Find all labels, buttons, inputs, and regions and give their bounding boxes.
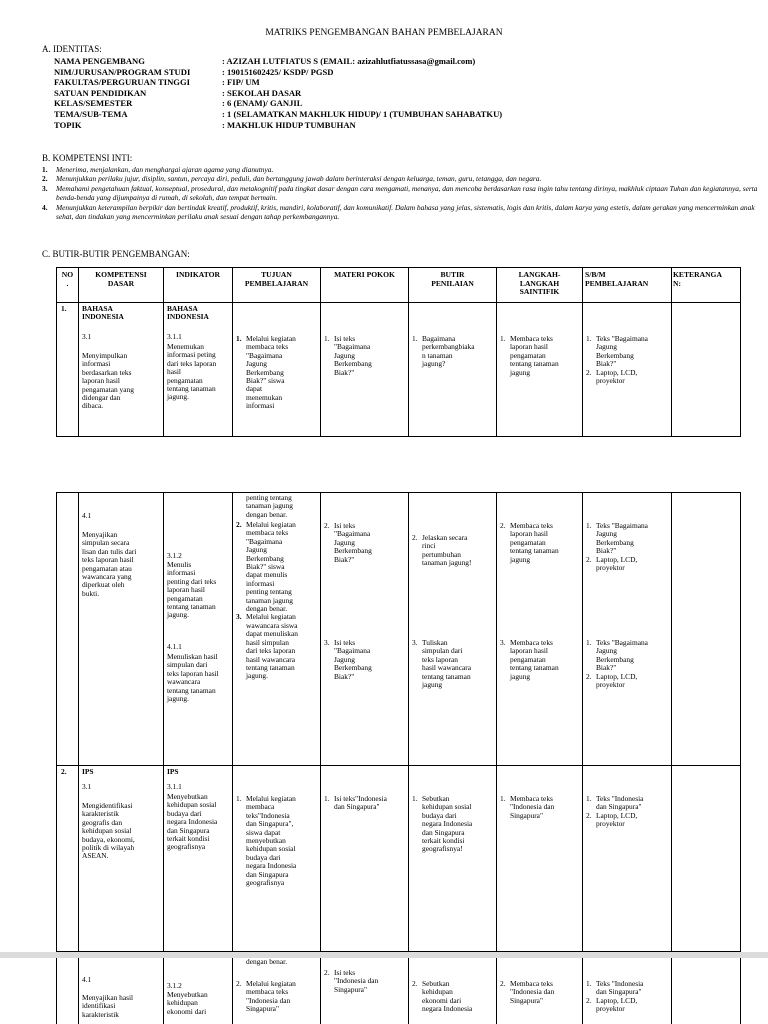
cell-list-item: 1. Isi teks"Indonesia dan Singapura": [324, 794, 387, 812]
header-butir-penilaian: BUTIR PENILAIAN: [431, 270, 474, 288]
identity-value: : FIP/ UM: [222, 77, 260, 88]
header-indikator: INDIKATOR: [175, 270, 221, 279]
row2-cont-ind-num: 3.1.2: [167, 981, 182, 990]
cell-list-item: 1. Isi teks "Bagaimana Jagung Berkembang Biak?": [324, 334, 372, 377]
row2-cont-kd-num: 4.1: [82, 975, 92, 984]
row1-cont-ind-a-text: Menulis informasi penting dari teks laporan hasil pengamatan tentang tanaman jagung.: [167, 560, 217, 620]
kompetensi-inti-list: [42, 165, 758, 221]
identity-value: : 6 (ENAM)/ GANJIL: [222, 98, 303, 109]
kompetensi-inti-item: 2. Menunjukkan perilaku jujur, disiplin, santun, percaya diri, peduli, dan bertanggung jawab dalam berinteraksi dengan keluarga, teman, guru, tetangga, dan negara.: [42, 174, 542, 184]
identity-value: : AZIZAH LUTFIATUS S (EMAIL: azizahlutfiatussasa@gmail.com): [222, 56, 476, 66]
cell-list-item: 1. Teks "Bagaimana Jagung Berkembang Biak?": [586, 334, 648, 369]
row2-cont-sbm: [586, 980, 670, 1014]
identity-table: [54, 56, 754, 136]
cell-list-item: 2. Laptop, LCD, proyektor: [586, 367, 638, 386]
cell-list-item: 2. Isi teks "Bagaimana Jagung Berkembang Biak?": [324, 521, 372, 564]
document-title: MATRIKS PENGEMBANGAN BAHAN PEMBELAJARAN: [265, 28, 503, 38]
cell-list-item: 2. Membaca teks laporan hasil pengamatan tentang tanaman jagung: [500, 521, 559, 564]
cell-list-item: 3. Isi teks "Bagaimana Jagung Berkembang Biak?": [324, 638, 372, 681]
row1-cont-sbm-a: [586, 522, 670, 572]
row1-cont-materi-3: [324, 639, 406, 681]
development-table-part-1: [56, 267, 741, 437]
row1-cont-materi-2: [324, 522, 406, 564]
development-table-part-2: [56, 492, 741, 952]
identity-label: KELAS/SEMESTER: [54, 98, 133, 109]
cell-list-item: 1. Bagaimana perkembangbiaka n tanaman jagung?: [412, 334, 475, 369]
cell-list-item: 2. Laptop, LCD, proyektor: [586, 671, 638, 690]
row1-sbm: [586, 335, 670, 385]
cell-list-item: 2. Laptop, LCD, proyektor: [586, 554, 638, 573]
row2-ind-num: 3.1.1: [167, 782, 182, 791]
cell-list-item: 1. Teks "Indonesia dan Singapura": [586, 979, 644, 997]
cell-list-item: 1. Teks "Bagaimana Jagung Berkembang Biak?": [586, 638, 648, 673]
document-page-1: [0, 0, 768, 447]
row2-materi: [324, 795, 406, 812]
header-kompetensi-dasar: KOMPETENSI DASAR: [95, 270, 147, 288]
identity-label: TEMA/SUB-TEMA: [54, 109, 128, 119]
row2-kd-subject: IPS: [82, 767, 94, 776]
cell-list-item: 1. Teks "Indonesia dan Singapura": [586, 794, 644, 812]
row1-ind-text: Menemukan informasi peting dari teks laporan hasil pengamatan tentang tanaman jagung.: [167, 342, 217, 402]
cell-list-item: 2. Laptop, LCD, proyektor: [586, 810, 638, 829]
row1-cont-langkah-2: [500, 522, 580, 564]
row2-cont-materi: [324, 969, 406, 994]
row2-langkah: [500, 795, 580, 820]
kompetensi-inti-item: 1. Menerima, menjalankan, dan menghargai ajaran agama yang dianutnya.: [42, 165, 274, 174]
row1-cont-tujuan-carry: penting tentang tanaman jagung dengan benar.: [246, 493, 293, 519]
row1-langkah: [500, 335, 580, 377]
header-keterangan: KETERANGA N:: [673, 270, 722, 288]
cell-list-item: 2. Melalui kegiatan membaca teks "Bagaimana Jagung Berkembang Biak?" siswa dapat menulis informasi penting tentang tanaman jagung dengan benar.: [236, 520, 296, 614]
row2-cont-kd-text: Menyajikan hasil identifikasi karakteristik: [82, 993, 134, 1019]
header-sbm: S/B/M PEMBELAJARAN: [585, 270, 649, 288]
cell-list-item: 3. Melalui kegiatan wawancara siswa dapat menuliskan hasil simpulan dari teks laporan hasil wawancara tentang tanaman jagung.: [236, 612, 298, 681]
cell-list-item: 2. Melalui kegiatan membaca teks "Indonesia dan Singapura": [236, 979, 296, 1014]
cell-list-item: 1. Melalui kegiatan membaca teks "Bagaimana Jagung Berkembang Biak?" siswa dapat menemukan informasi: [236, 334, 296, 411]
identity-value: : SEKOLAH DASAR: [222, 87, 302, 98]
row1-cont-kd-num: 4.1: [82, 511, 92, 520]
identity-label: FAKULTAS/PERGURUAN TINGGI: [54, 77, 191, 88]
row2-ind-subject: IPS: [167, 767, 179, 776]
header-tujuan: TUJUAN PEMBELAJARAN: [244, 270, 309, 288]
row2-kd-num: 3.1: [82, 782, 92, 791]
cell-list-item: 2. Isi teks "Indonesia dan Singapura": [324, 968, 379, 994]
row1-cont-butir-2: [412, 534, 494, 568]
row2-cont-tujuan: [236, 980, 318, 1014]
cell-list-item: 1. Sebutkan kehidupan sosial budaya dari negara Indonesia dan Singapura terkait kondisi geografisnya!: [412, 794, 473, 854]
identity-label: SATUAN PENDIDIKAN: [54, 87, 147, 98]
kompetensi-inti-item: 3. Memahami pengetahuan faktual, konseptual, prosedural, dan metakognitif pada tingkat dasar dengan cara mengamati, menanya, dan mencoba berdasarkan rasa ingin tahu tentang dirinya, makhluk ciptaan Tuhan dan kegiatannya, serta benda-benda yang dijumpainya di rumah, di sekolah, dan tempat bermain.: [42, 183, 758, 203]
row1-kd-text: Menyimpulkan informasi berdasarkan teks laporan hasil pengamatan yang didengar dan dibaca.: [82, 351, 134, 411]
row1-no: 1.: [61, 304, 67, 313]
identity-value: : MAKHLUK HIDUP TUMBUHAN: [222, 119, 356, 130]
section-c-heading: C. BUTIR-BUTIR PENGEMBANGAN:: [42, 249, 190, 259]
header-no: NO .: [61, 270, 74, 288]
row2-cont-butir: [412, 980, 494, 1014]
row1-ind-subject: BAHASA INDONESIA: [167, 304, 209, 322]
row2-kd-text: Mengidentifikasi karakteristik geografis dan kehidupan sosial budaya, ekonomi, politik di wilayah ASEAN.: [82, 801, 135, 861]
row1-cont-ind-b-num: 4.1.1: [167, 642, 182, 651]
identity-label: TOPIK: [54, 119, 82, 130]
row2-no: 2.: [61, 767, 67, 776]
row1-cont-kd-text: Menyajikan simpulan secara lisan dan tulis dari teks laporan hasil pengamatan atau wawancara yang diperkuat oleh bukti.: [82, 530, 137, 598]
row2-sbm: [586, 795, 670, 829]
row1-cont-tujuan: [236, 521, 318, 681]
document-page-3: [0, 958, 768, 1024]
row1-cont-langkah-3: [500, 639, 580, 681]
row2-tujuan: [236, 795, 318, 887]
cell-list-item: 2. Jelaskan secara rinci pertumbuhan tanaman jagung!: [412, 533, 472, 568]
row1-kd-subject: BAHASA INDONESIA: [82, 304, 124, 322]
cell-list-item: 1. Membaca teks laporan hasil pengamatan tentang tanaman jagung: [500, 334, 559, 377]
section-a-heading: A. IDENTITAS:: [42, 44, 102, 54]
row2-butir: [412, 795, 494, 854]
cell-list-item: 2. Sebutkan kehidupan ekonomi dari negara Indonesia: [412, 979, 473, 1014]
row1-cont-ind-b-text: Menuliskan hasil simpulan dari teks laporan hasil wawancara tentang tanaman jagung.: [167, 652, 219, 704]
cell-list-item: 3. Membaca teks laporan hasil pengamatan tentang tanaman jagung: [500, 638, 559, 681]
row1-materi: [324, 335, 406, 377]
cell-list-item: 1. Membaca teks "Indonesia dan Singapura": [500, 794, 555, 820]
identity-value: : 1 (SELAMATKAN MAKHLUK HIDUP)/ 1 (TUMBUHAN SAHABATKU): [222, 109, 503, 119]
row1-cont-sbm-b: [586, 639, 670, 689]
document-page-2: [0, 447, 768, 952]
development-table-part-3: [56, 958, 741, 1024]
identity-label: NAMA PENGEMBANG: [54, 56, 145, 66]
row1-cont-butir-3: [412, 639, 494, 689]
row2-ind-text: Menyebutkan kehidupan sosial budaya dari negara Indonesia dan Singapura terkait kondisi geografisnya: [167, 792, 218, 852]
kompetensi-inti-item: 4. Menunjukkan keterampilan berpikir dan bertindak kreatif, produktif, kritis, mandiri, kolaboratif, dan komunikatif. Dalam bahasa yang jelas, sistematis, logis dan kritis, dalam karya yang estetis, dalam gerakan yang mencerminkan anak sehat, dan tindakan yang mencerminkan perilaku anak sesuai dengan tahap perkembangannya.: [42, 202, 755, 222]
row2-cont-langkah: [500, 980, 580, 1005]
cell-list-item: 2. Laptop, LCD, proyektor: [586, 995, 638, 1014]
row1-kd-num: 3.1: [82, 332, 92, 341]
row1-ind-num: 3.1.1: [167, 332, 182, 341]
row2-cont-ind-text: Menyebutkan kehidupan ekonomi dari: [167, 990, 208, 1016]
row1-cont-ind-a-num: 3.1.2: [167, 551, 182, 560]
header-langkah: LANGKAH- LANGKAH SAINTIFIK: [518, 270, 561, 297]
identity-value: : 190151602425/ KSDP/ PGSD: [222, 66, 334, 77]
cell-list-item: 1. Teks "Bagaimana Jagung Berkembang Biak?": [586, 521, 648, 556]
row1-butir: [412, 335, 494, 369]
row1-tujuan: [236, 335, 318, 411]
cell-list-item: 1. Melalui kegiatan membaca teks"Indonesia dan Singapura", siswa dapat menyebutkan kehidupan sosial budaya dari negara Indonesia dan Singapura geografisnya: [236, 794, 297, 888]
cell-list-item: 3. Tuliskan simpulan dari teks laporan hasil wawancara tentang tanaman jagung: [412, 638, 472, 690]
row2-cont-tujuan-carry: dengan benar.: [246, 958, 288, 966]
cell-list-item: 2. Membaca teks "Indonesia dan Singapura": [500, 979, 555, 1005]
identity-label: NIM/JURUSAN/PROGRAM STUDI: [54, 66, 191, 77]
header-materi-pokok: MATERI POKOK: [334, 270, 395, 279]
section-b-heading: B. KOMPETENSI INTI:: [42, 153, 133, 163]
